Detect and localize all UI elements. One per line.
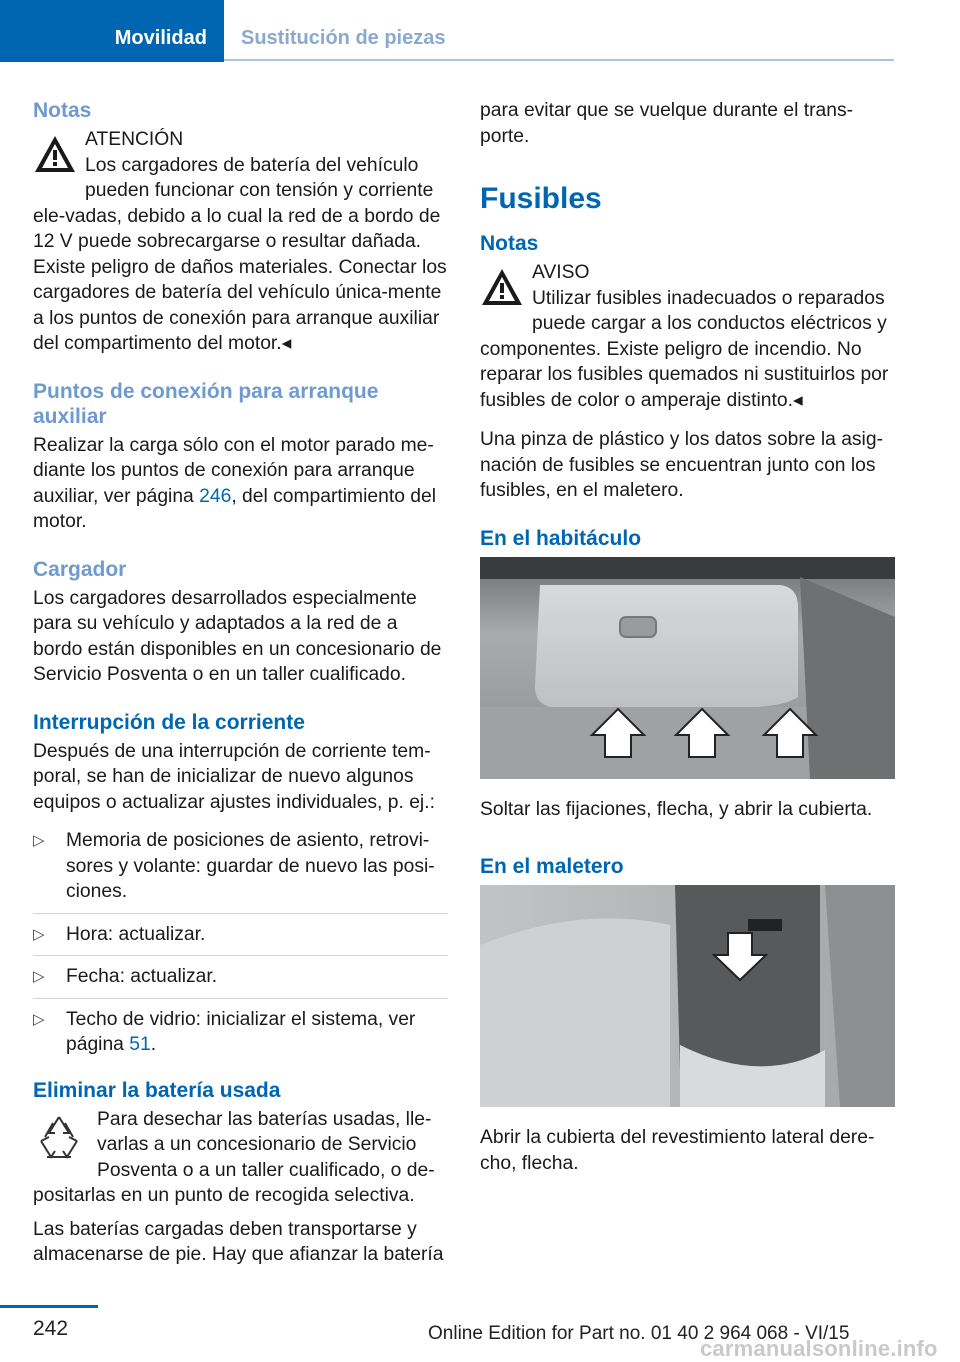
list-item (33, 828, 448, 914)
list-item (33, 922, 448, 957)
list-item-text: Fecha: actualizar. (66, 966, 218, 987)
trunk-photo (480, 885, 895, 1107)
puntos-text-tail: , del compartimiento del motor. (33, 485, 437, 532)
page-number: 242 (33, 1317, 69, 1340)
list-item: ▷ Techo de vidrio: inicializar el sistema, ver página 51. (33, 1008, 416, 1055)
continued-paragraph: para evitar que se vuelque durante el trans-porte. (480, 100, 853, 147)
fusibles-heading: Fusibles (480, 182, 602, 215)
maletero-heading: En el maletero (480, 855, 624, 878)
maletero-caption: Abrir la cubierta del revestimiento lateral dere-cho, flecha. (480, 1127, 875, 1174)
eliminar-heading: Eliminar la batería usada (33, 1078, 281, 1102)
puntos-text: Realizar la carga sólo con el motor parado me-diante los puntos de conexión para arranque auxiliar, ver página (33, 434, 434, 507)
recycle-icon (33, 1111, 85, 1163)
header-divider-light (224, 59, 894, 61)
bullet-triangle-icon: ▷ (33, 925, 45, 943)
puntos-paragraph (33, 433, 448, 535)
pinza-paragraph: Una pinza de plástico y los datos sobre la asig-nación de fusibles se encuentran junto con los fusibles, en el maletero. (480, 429, 883, 501)
interrupcion-paragraph: Después de una interrupción de corriente tem-poral, se han de inicializar de nuevo algunos equipos o actualizar ajustes individuales, p. ej.: (33, 740, 435, 813)
warning-text: Los cargadores de batería del vehículo pueden funcionar con tensión y corriente ele-vadas, debido a lo cual la red de a bordo de 12 V puede sobrecargarse o resultar dañada. Existe peligro de daños materiales. Conectar los cargadores de batería del vehículo única-mente a los puntos de conexión para arranque auxiliar del compartimento del motor.◂ (33, 154, 447, 354)
bullet-triangle-icon: ▷ (33, 968, 45, 985)
list-item (33, 964, 448, 999)
warning-label: ATENCIÓN (85, 129, 184, 150)
list-item-text: Hora: actualizar. (66, 923, 206, 945)
puntos-heading: Puntos de conexión para arranque auxiliar (33, 379, 379, 428)
warning-triangle-icon (33, 133, 77, 175)
warning-triangle-icon (480, 266, 524, 308)
transporte-paragraph: Las baterías cargadas deben transportarse y almacenarse de pie. Hay que afianzar la batería (33, 1218, 444, 1265)
list-item-text-tail: página (66, 1034, 130, 1055)
header-divider (0, 59, 224, 62)
cargador-heading: Cargador (33, 557, 127, 581)
list-item-text: Techo de vidrio: inicializar el sistema, ver (66, 1008, 416, 1030)
warning-text: Utilizar fusibles inadecuados o reparados puede cargar a los conductos eléctricos y componentes. Existe peligro de incendio. No reparar los fusibles quemados ni sustituirlos por fusibles de color o amperaje distinto.◂ (480, 287, 889, 411)
bullet-triangle-icon: ▷ (33, 832, 45, 849)
habitaculo-heading: En el habitáculo (480, 526, 642, 550)
right-column (480, 98, 895, 1189)
tab-movilidad[interactable]: Movilidad (0, 0, 224, 60)
bullet-list (33, 828, 448, 1066)
page-link-51[interactable]: 51 (129, 1034, 151, 1055)
recycle-block (33, 1107, 448, 1209)
edition-text: Online Edition for Part no. 01 40 2 964 068 - VI/15 (428, 1323, 850, 1344)
page-link-246[interactable]: 246 (199, 485, 232, 507)
interrupcion-heading: Interrupción de la corriente (33, 710, 305, 734)
left-column (33, 98, 448, 1281)
tab-sustitucion-de-piezas[interactable]: Sustitución de piezas (224, 0, 894, 60)
cargador-paragraph: Los cargadores desarrollados especialmente para su vehículo y adaptados a la red de a bordo están disponibles en un concesionario de Servicio Posventa o en un taller cualificado. (33, 587, 442, 685)
eliminar-text: Para desechar las baterías usadas, lle-varlas a un concesionario de Servicio Posventa o a un taller cualificado, o de-positarlas en un punto de recogida selectiva. (33, 1108, 435, 1206)
watermark: carmanualsonline.info (700, 1336, 938, 1361)
glovebox-photo (480, 557, 895, 779)
habitaculo-caption: Soltar las fijaciones, flecha, y abrir la cubierta. (480, 798, 873, 820)
list-item-text: Memoria de posiciones de asiento, retrovi-sores y volante: guardar de nuevo las posi-ciones. (66, 830, 435, 902)
warning-block-aviso (480, 260, 895, 413)
notas-heading-right: Notas (480, 232, 539, 255)
bullet-triangle-icon: ▷ (33, 1010, 45, 1028)
footer-divider (0, 1305, 98, 1308)
notas-heading: Notas (33, 99, 92, 122)
warning-block-atencion (33, 127, 448, 357)
warning-label: AVISO (532, 262, 590, 283)
